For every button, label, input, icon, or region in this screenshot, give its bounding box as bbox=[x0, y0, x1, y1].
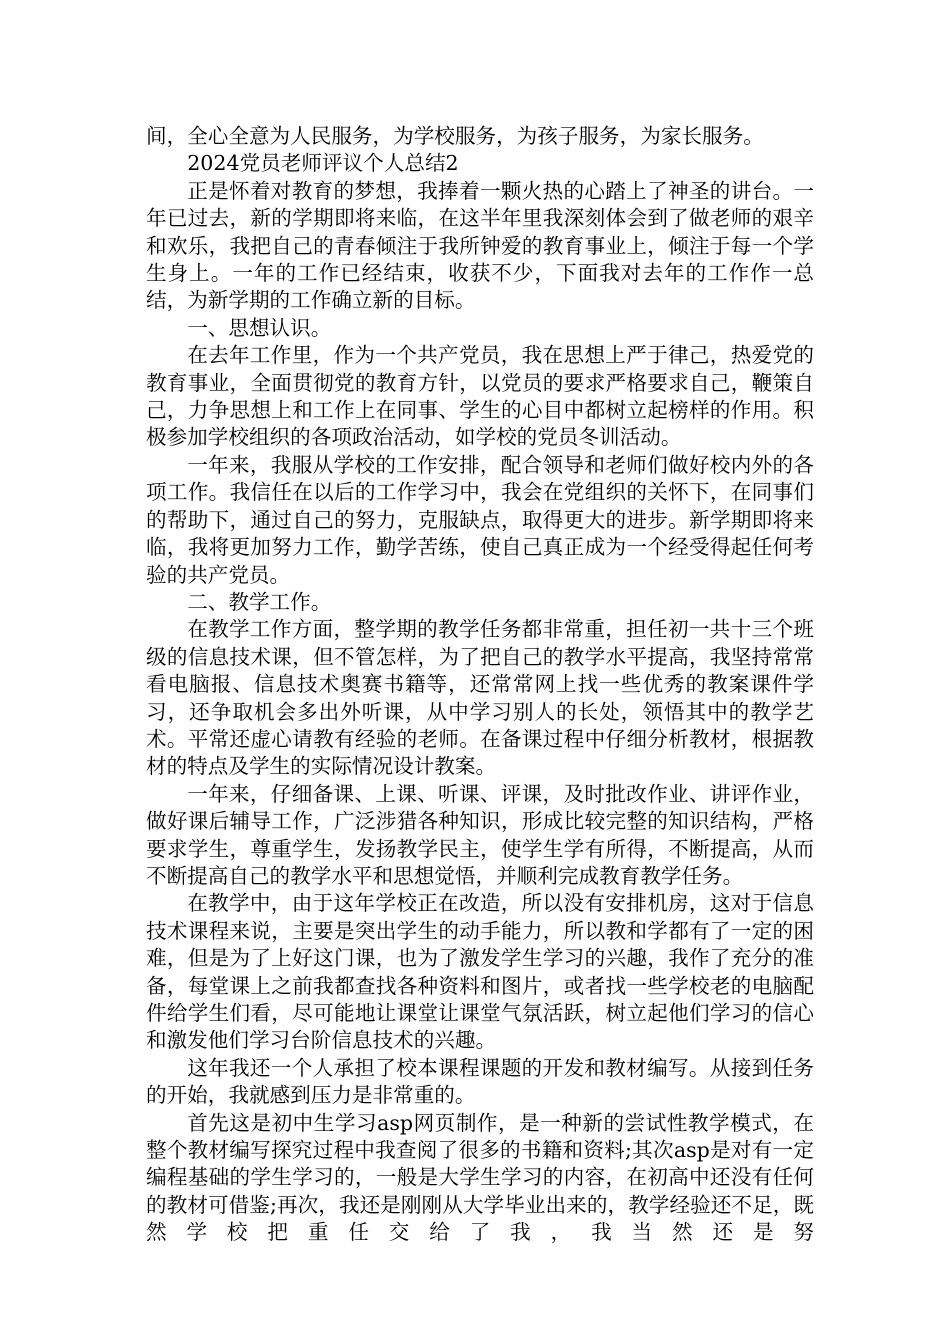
paragraph: 一年来，仔细备课、上课、听课、评课，及时批改作业、讲评作业，做好课后辅导工作，广泛涉猎各种知识，形成比较完整的知识结构，严格要求学生，尊重学生，发扬教学民主，使学生学有所得，不断提高，从而不断提高自己的教学水平和思想觉悟，并顺利完成教育教学任务。 bbox=[146, 781, 814, 888]
section-title: 2024党员老师评议个人总结2 bbox=[187, 151, 459, 176]
paragraph: 在教学中，由于这年学校正在改造，所以没有安排机房，这对于信息技术课程来说，主要是突出学生的动手能力，所以教和学都有了一定的困难，但是为了上好这门课，也为了激发学生学习的兴趣，我作了充分的准备，每堂课上之前我都查找各种资料和图片，或者找一些学校老的电脑配件给学生们看，尽可能地让课堂让课堂气氛活跃，树立起他们学习的信心和激发他们学习台阶信息技术的兴趣。 bbox=[146, 891, 814, 1053]
section-heading: 二、教学工作。 bbox=[187, 589, 332, 614]
paragraph: 在教学工作方面，整学期的教学任务都非常重，担任初一共十三个班级的信息技术课，但不管怎样，为了把自己的教学水平提高，我坚持常常看电脑报、信息技术奥赛书籍等，还常常网上找一些优秀的教案课件学习，还争取机会多出外听课，从中学习别人的长处，领悟其中的教学艺术。平常还虚心请教有经验的老师。在备课过程中仔细分析教材，根据教材的特点及学生的实际情况设计教案。 bbox=[146, 617, 814, 779]
section-heading: 一、思想认识。 bbox=[187, 315, 332, 340]
paragraph: 这年我还一个人承担了校本课程课题的开发和教材编写。从接到任务的开始，我就感到压力是非常重的。 bbox=[146, 1055, 814, 1108]
paragraph: 正是怀着对教育的梦想，我捧着一颗火热的心踏上了神圣的讲台。一年已过去，新的学期即将来临，在这半年里我深刻体会到了做老师的艰辛和欢乐，我把自己的青春倾注于我所钟爱的教育事业上，倾注于每一个学生身上。一年的工作已经结束，收获不少，下面我对去年的工作作一总结，为新学期的工作确立新的目标。 bbox=[146, 178, 814, 313]
paragraph: 一年来，我服从学校的工作安排，配合领导和老师们做好校内外的各项工作。我信任在以后的工作学习中，我会在党组织的关怀下，在同事们的帮助下，通过自己的努力，克服缺点，取得更大的进步。新学期即将来临，我将更加努力工作，勤学苦练，使自己真正成为一个经受得起任何考验的共产党员。 bbox=[146, 452, 814, 587]
paragraph-continuation: 间，全心全意为人民服务，为学校服务，为孩子服务，为家长服务。 bbox=[146, 124, 764, 148]
paragraph: 在去年工作里，作为一个共产党员，我在思想上严于律己，热爱党的教育事业，全面贯彻党的教育方针，以党员的要求严格要求自己，鞭策自己，力争思想上和工作上在同事、学生的心目中都树立起榜样的作用。积极参加学校组织的各项政治活动，如学校的党员冬训活动。 bbox=[146, 343, 814, 450]
document-page bbox=[146, 123, 814, 1247]
paragraph-truncated: 首先这是初中生学习asp网页制作，是一种新的尝试性教学模式，在整个教材编写探究过程中我查阅了很多的书籍和资料;其次asp是对有一定编程基础的学生学习的，一般是大学生学习的内容，在初高中还没有任何的教材可借鉴;再次，我还是刚刚从大学毕业出来的，教学经验还不足，既然学校把重任交给了我，我当然还是努 bbox=[146, 1110, 814, 1245]
